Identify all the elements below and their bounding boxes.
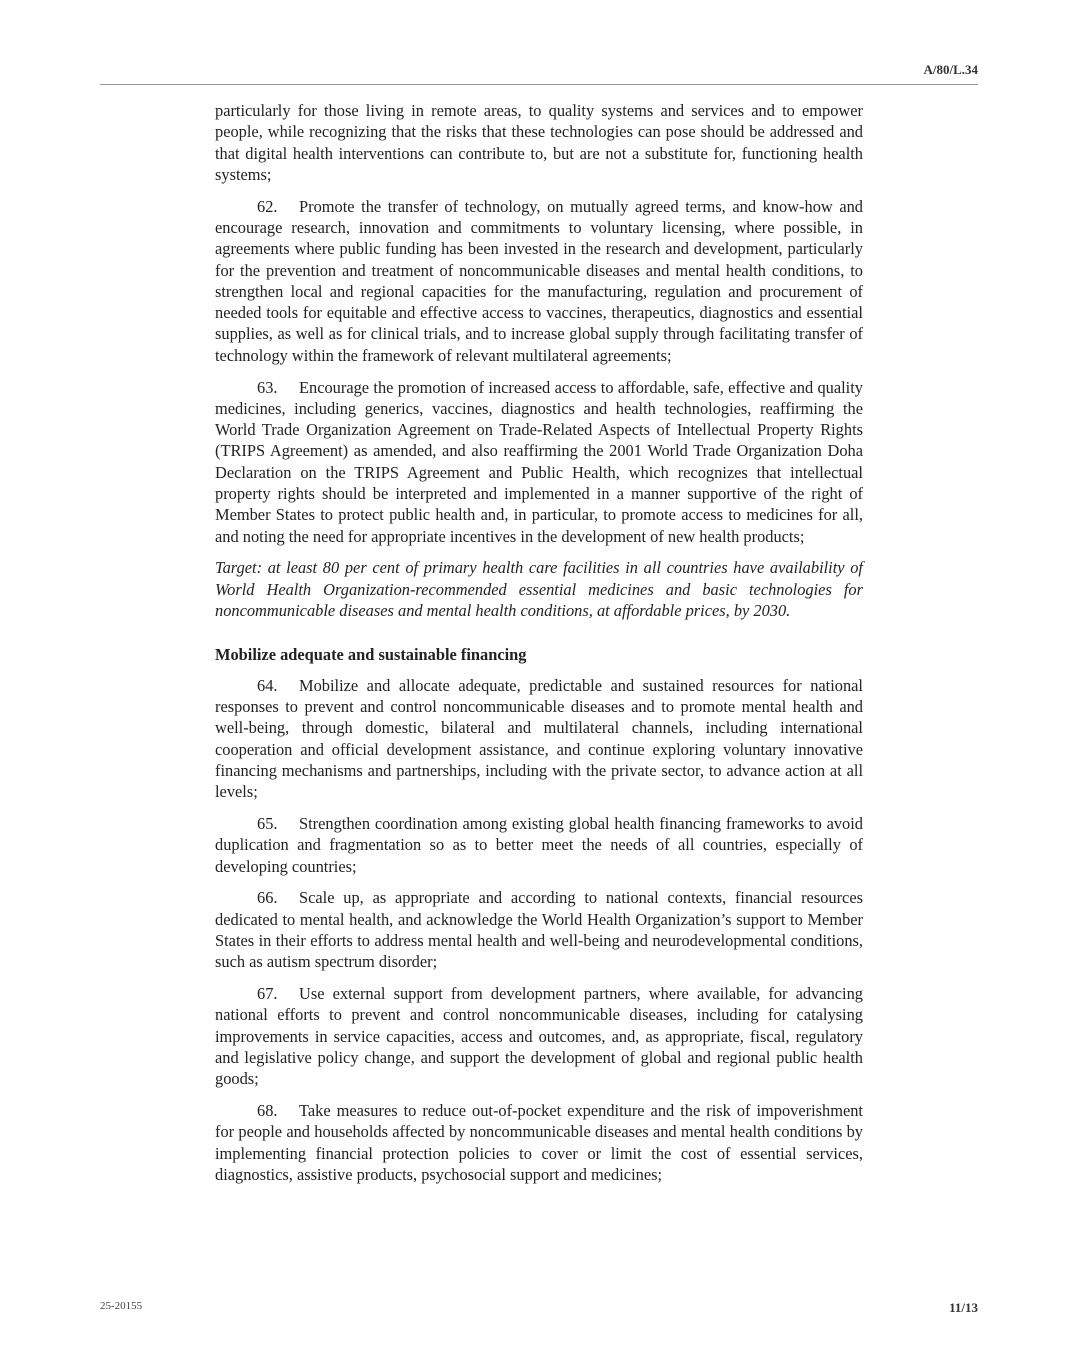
page-number: 11/13 <box>949 1300 978 1315</box>
paragraph-number: 64. <box>257 675 278 695</box>
paragraph-text: Strengthen coordination among existing global health financing frameworks to avoid duplication and fragmentation so as to better meet the needs of all countries, especially of developing countries; <box>215 813 863 876</box>
paragraph-67 <box>215 983 863 1089</box>
paragraph-text: Use external support from development partners, where available, for advancing national efforts to prevent and control noncommunicable diseases, including for catalysing improvements in service capacities, access and outcomes, and, as appropriate, fiscal, regulatory and legislative policy change, and support the development of global and regional public health goods; <box>215 983 863 1089</box>
paragraph-63 <box>215 377 863 547</box>
paragraph-number: 65. <box>257 813 278 833</box>
paragraph-text: Encourage the promotion of increased access to affordable, safe, effective and quality medicines, including generics, vaccines, diagnostics and health technologies, reaffirming the World Trade Organization Agreement on Trade-Related Aspects of Intellectual Property Rights (TRIPS Agreement) as amended, and also reaffirming the 2001 World Trade Organization Doha Declaration on the TRIPS Agreement and Public Health, which recognizes that intellectual property rights should be interpreted and implemented in a manner supportive of the right of Member States to protect public health and, in particular, to promote access to medicines for all, and noting the need for appropriate incentives in the development of new health products; <box>215 377 863 546</box>
paragraph-text: Scale up, as appropriate and according to national contexts, financial resources dedicated to mental health, and acknowledge the World Health Organization’s support to Member States in their efforts to address mental health and well-being and neurodevelopmental conditions, such as autism spectrum disorder; <box>215 888 863 972</box>
paragraph-text: Mobilize and allocate adequate, predictable and sustained resources for national responses to prevent and control noncommunicable diseases and to promote mental health and well-being, through domestic, bilateral and multilateral channels, including international cooperation and official development assistance, and continue exploring voluntary innovative financing mechanisms and partnerships, including with the private sector, to advance action at all levels; <box>215 675 863 802</box>
document-symbol: A/80/L.34 <box>923 62 978 77</box>
paragraph-65 <box>215 813 863 877</box>
paragraph-text: Take measures to reduce out-of-pocket expenditure and the risk of impoverishment for people and households affected by noncommunicable diseases and mental health conditions by implementing financial protection policies to cover or limit the cost of essential services, diagnostics, assistive products, psychosocial support and medicines; <box>215 1100 863 1184</box>
paragraph-number: 62. <box>257 196 278 216</box>
paragraph-number: 66. <box>257 888 278 908</box>
paragraph-number: 67. <box>257 983 278 1003</box>
target-statement: Target: at least 80 per cent of primary health care facilities in all countries have availability of World Health Organization-recommended essential medicines and basic technologies for noncommunicable diseases and mental health conditions, at affordable prices, by 2030. <box>215 558 863 621</box>
paragraph-62 <box>215 196 863 366</box>
document-code: 25-20155 <box>100 1300 143 1312</box>
paragraph-number: 63. <box>257 377 278 397</box>
paragraph-number: 68. <box>257 1100 278 1120</box>
paragraph-text: Promote the transfer of technology, on mutually agreed terms, and know-how and encourage research, innovation and commitments to voluntary licensing, where possible, in agreements where public funding has been invested in the research and development, particularly for the prevention and treatment of noncommunicable diseases and mental health conditions, to strengthen local and regional capacities for the manufacturing, regulation and procurement of needed tools for equitable and effective access to vaccines, therapeutics, diagnostics and essential supplies, as well as for clinical trials, and to increase global supply through facilitating transfer of technology within the framework of relevant multilateral agreements; <box>215 196 863 365</box>
paragraph-66 <box>215 887 863 972</box>
document-body <box>215 100 863 1196</box>
paragraph-68 <box>215 1100 863 1185</box>
continued-paragraph: particularly for those living in remote areas, to quality systems and services and to empower people, while recognizing that the risks that these technologies can pose should be addressed and that digital health interventions can contribute to, but are not a substitute for, functioning health systems; <box>215 101 863 184</box>
section-heading: Mobilize adequate and sustainable financing <box>215 645 527 665</box>
header-rule <box>100 84 978 85</box>
paragraph-64 <box>215 675 863 803</box>
